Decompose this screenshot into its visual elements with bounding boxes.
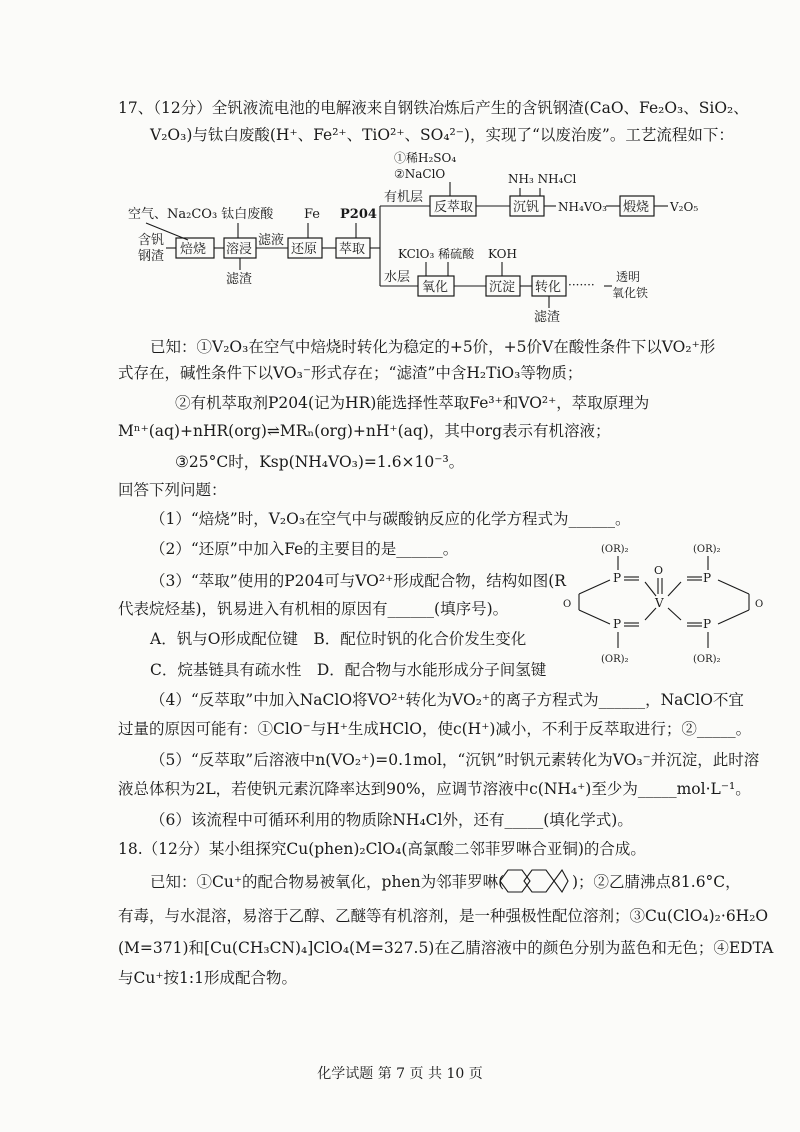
q18-intro: 18.（12分）某小组探究Cu(phen)₂ClO₄(高氯酸二邻菲罗啉合亚铜)的合成。 [118, 840, 646, 858]
q17-known-4: Mⁿ⁺(aq)+nHR(org)⇌MRₙ(org)+nH⁺(aq)，其中org表示有机溶液； [118, 422, 611, 440]
struct-o-right: O [755, 599, 764, 610]
flow-reduce-label: 还原 [291, 242, 318, 257]
flow-convert-label: 转化 [535, 280, 562, 295]
q18-known-4: 与Cu⁺按1:1形成配合物。 [118, 969, 297, 987]
phenanthroline-structure-icon [496, 864, 572, 898]
flow-re-reagent-2: ②NaClO [394, 167, 446, 181]
struct-or2-top-right: (OR)₂ [693, 544, 721, 555]
struct-p-bottom-right: P [703, 617, 712, 631]
page-footer: 化学试题 第 7 页 共 10 页 [317, 1066, 483, 1082]
flow-aq-layer-label: 水层 [384, 270, 411, 285]
struct-o-vanadyl: O [654, 564, 664, 577]
q17-sub5-line2: 液总体积为2L，若使钒元素沉降率达到90%，应调节溶液中c(NH₄⁺)至少为_____mol·L⁻¹。 [118, 780, 751, 798]
q18-known-3: (M=371)和[Cu(CH₃CN)₄]ClO₄(M=327.5)在乙腈溶液中的颜色分别为蓝色和无色；④EDTA [118, 939, 774, 957]
flow-product-label-2: 氧化铁 [612, 286, 649, 300]
answer-prompt: 回答下列问题： [118, 481, 227, 499]
flow-filtrate-label: 滤液 [258, 233, 285, 248]
q17-known-1: 已知：①V₂O₃在空气中焙烧时转化为稳定的+5价，+5价V在酸性条件下以VO₂⁺形 [150, 338, 716, 356]
flow-precip-label: 沉淀 [489, 280, 516, 295]
struct-p-bottom-left: P [613, 617, 622, 631]
q17-sub3-line1: （3）“萃取”使用的P204可与VO²⁺形成配合物，结构如图(R [150, 572, 566, 590]
flow-nh4vo3-label: NH₄VO₃ [558, 200, 607, 214]
q17-sub4-line1: （4）“反萃取”中加入NaClO将VO²⁺转化为VO₂⁺的离子方程式为______，NaClO不宜 [150, 691, 744, 709]
flow-v2o5-label: V₂O₅ [670, 200, 699, 214]
flow-residue2-label: 滤渣 [534, 310, 561, 325]
q17-sub2: （2）“还原”中加入Fe的主要目的是______。 [150, 540, 459, 558]
q17-options-ab: A．钒与O形成配位键 B．配位时钒的化合价发生变化 [150, 630, 527, 648]
flow-feed-label: 含钒 [138, 233, 165, 248]
flow-reagents-top: 空气、Na₂CO₃ 钛白废酸 [128, 207, 274, 222]
struct-or2-bottom-left: (OR)₂ [601, 654, 629, 665]
flow-product-label-1: 透明 [616, 270, 641, 284]
flow-residue-label: 滤渣 [226, 272, 253, 287]
q17-sub4-line2: 过量的原因可能有：①ClO⁻与H⁺生成HClO，使c(H⁺)减小，不利于反萃取进行；②_____。 [118, 720, 752, 738]
vanadyl-p204-complex-structure [555, 540, 775, 670]
flow-p204-label: P204 [340, 207, 377, 222]
flow-back-extract-label: 反萃取 [434, 200, 474, 215]
flow-precip-v-label: 沉钒 [513, 200, 540, 215]
q17-known-2: 式存在，碱性条件下以VO₃⁻形式存在；“滤渣”中含H₂TiO₃等物质； [118, 364, 583, 382]
q18-known-2: 有毒，与水混溶，易溶于乙醇、乙醚等有机溶剂，是一种强极性配位溶剂；③Cu(ClO₄)₂·6H₂O [118, 907, 769, 925]
flow-feed-label-2: 钢渣 [138, 249, 165, 264]
flow-ox-reagents: KClO₃ 稀硫酸 [398, 247, 475, 261]
flow-oxidize-label: 氧化 [422, 280, 449, 295]
flow-roast-label: 焙烧 [180, 242, 207, 257]
q17-sub3-line2: 代表烷烃基)，钒易进入有机相的原因有______(填序号)。 [118, 600, 509, 618]
q18-known-1b: )；②乙腈沸点81.6°C， [572, 873, 741, 891]
process-flow-diagram [128, 148, 728, 328]
flow-calcine-label: 煅烧 [623, 200, 650, 215]
q17-intro-line1: 17、（12分）全钒液流电池的电解液来自钢铁冶炼后产生的含钒钢渣(CaO、Fe₂O₃、SiO₂、 [118, 99, 749, 117]
q17-known-3: ②有机萃取剂P204(记为HR)能选择性萃取Fe³⁺和VO²⁺，萃取原理为 [175, 394, 650, 412]
q17-options-cd: C．烷基链具有疏水性 D．配合物与水能形成分子间氢键 [150, 661, 547, 679]
q17-sub5-line1: （5）“反萃取”后溶液中n(VO₂⁺)=0.1mol，“沉钒”时钒元素转化为VO₃⁻并沉淀，此时溶 [150, 751, 760, 769]
flow-org-layer-label: 有机层 [384, 190, 424, 205]
struct-v: V [655, 596, 664, 610]
struct-p-top-right: P [703, 571, 712, 585]
flow-extract-label: 萃取 [339, 242, 366, 257]
q18-known-1a: 已知：①Cu⁺的配合物易被氧化，phen为邻菲罗啉( [150, 873, 505, 891]
flow-fe-label: Fe [304, 207, 321, 222]
q17-intro-line2: V₂O₃)与钛白废酸(H⁺、Fe²⁺、TiO²⁺、SO₄²⁻)，实现了“以废治废”。工艺流程如下： [150, 126, 734, 144]
flow-dots: ······· [568, 278, 595, 292]
struct-o-left: O [563, 599, 572, 610]
struct-or2-bottom-right: (OR)₂ [693, 654, 721, 665]
struct-p-top-left: P [613, 571, 622, 585]
flow-nh3-nh4cl: NH₃ NH₄Cl [508, 172, 577, 186]
q17-sub1: （1）“焙烧”时，V₂O₃在空气中与碳酸钠反应的化学方程式为______。 [150, 510, 631, 528]
struct-or2-top-left: (OR)₂ [601, 544, 629, 555]
q17-known-5: ③25°C时，Ksp(NH₄VO₃)=1.6×10⁻³。 [175, 453, 465, 471]
flow-koh-label: KOH [488, 247, 517, 261]
flow-leach-label: 溶浸 [226, 242, 253, 257]
q17-sub6: （6）该流程中可循环利用的物质除NH₄Cl外，还有_____(填化学式)。 [150, 811, 633, 829]
flow-re-reagent-1: ①稀H₂SO₄ [394, 151, 457, 165]
